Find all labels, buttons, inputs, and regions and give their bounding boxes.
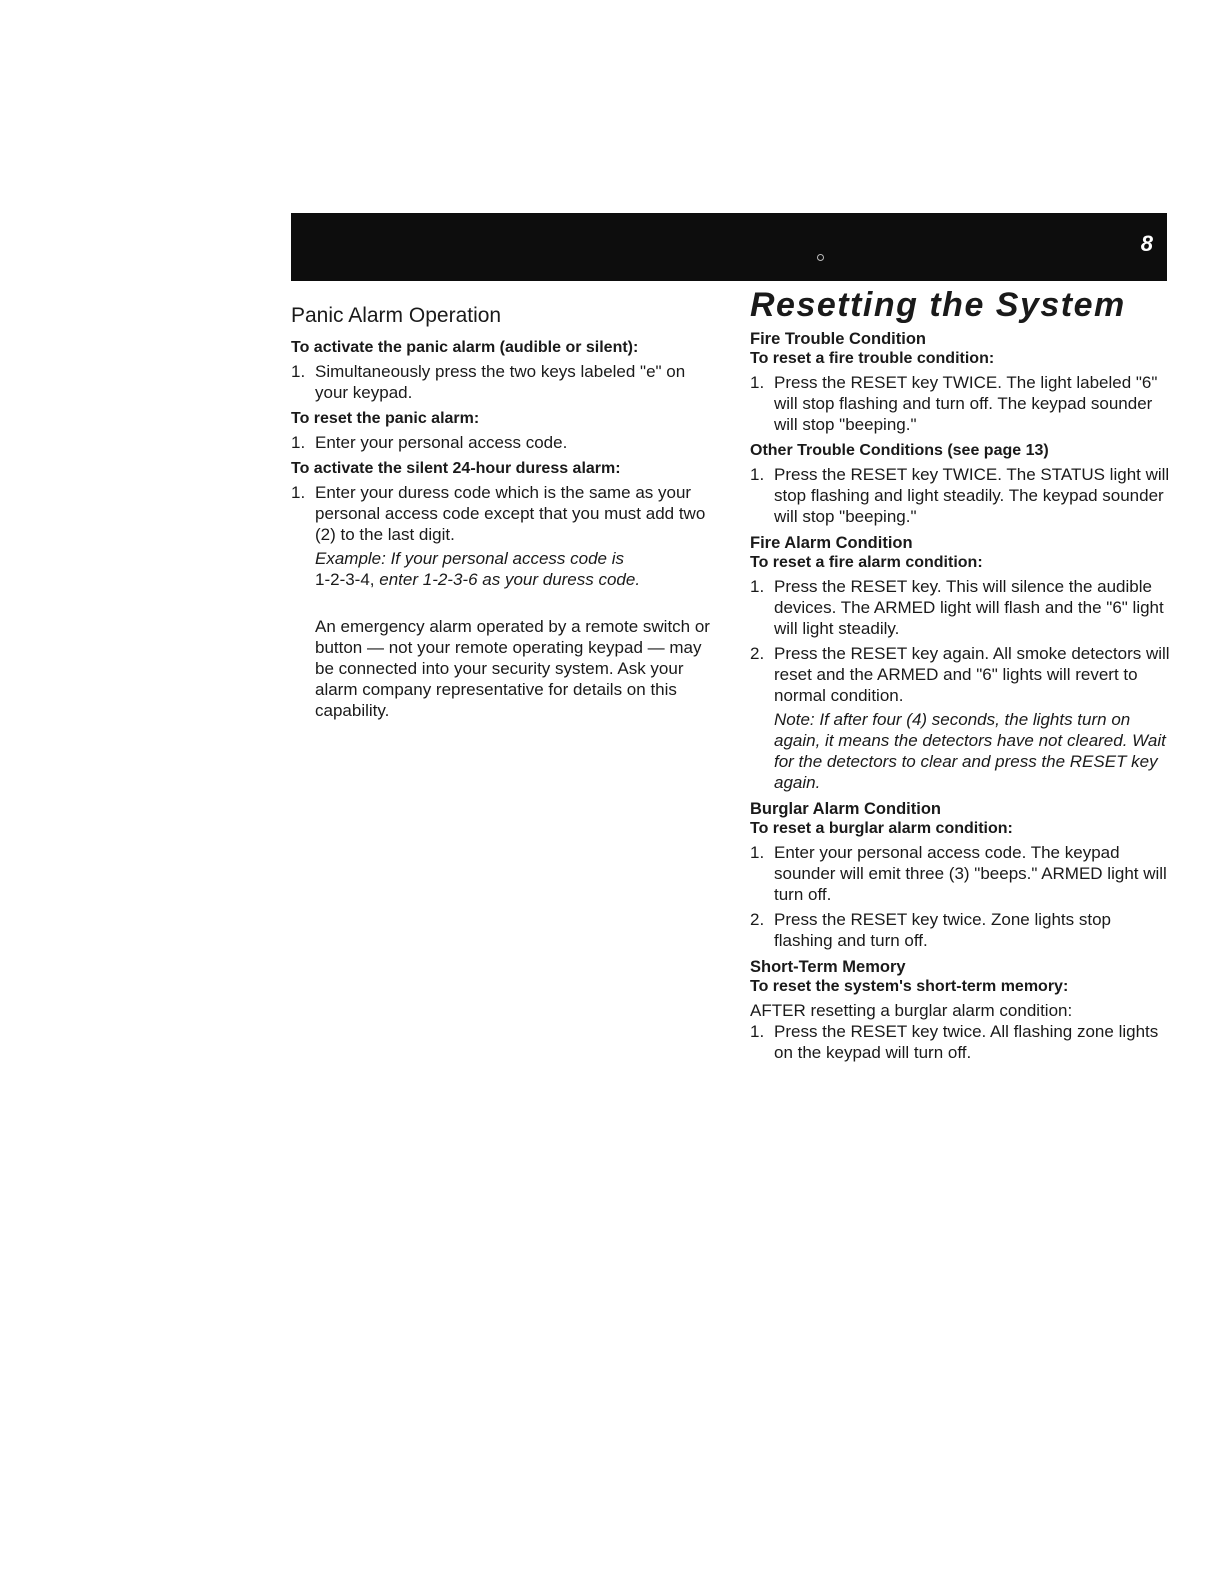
step-text: Simultaneously press the two keys labeled "e" on your keypad. [315, 362, 686, 402]
step-number: 1. [291, 362, 306, 381]
reset-steps [291, 432, 711, 453]
burglar-sub: To reset a burglar alarm condition: [750, 820, 1013, 837]
example-part-c: enter 1-2-3-6 as your duress code. [379, 570, 641, 589]
fire-alarm-sub: To reset a fire alarm condition: [750, 554, 983, 571]
note: Note: If after four (4) seconds, the lights turn on again, it means the detectors have not cleared. Wait for the detectors to clear and press the RESET key again. [774, 710, 1166, 792]
memory-heading: Short-Term Memory [750, 958, 906, 976]
right-column [750, 286, 1170, 1069]
burglar-heading: Burglar Alarm Condition [750, 800, 941, 818]
list-item [750, 372, 1170, 435]
step-text: Press the RESET key twice. Zone lights stop flashing and turn off. [774, 910, 1111, 950]
bullet-dot-icon [817, 254, 824, 261]
step-text: Press the RESET key again. All smoke detectors will reset and the ARMED and "6" lights will revert to normal condition. [774, 644, 1170, 705]
other-trouble-steps [750, 464, 1170, 527]
step-number: 1. [750, 1022, 765, 1041]
memory-steps [750, 1021, 1170, 1063]
activate-heading: To activate the panic alarm (audible or silent): [291, 339, 639, 356]
page-title: Resetting the System [750, 286, 1126, 324]
list-item [750, 576, 1170, 639]
list-item [750, 1021, 1170, 1063]
fire-alarm-steps [750, 576, 1170, 793]
fire-alarm-heading: Fire Alarm Condition [750, 534, 913, 552]
step-number: 2. [750, 644, 765, 663]
reset-heading: To reset the panic alarm: [291, 410, 480, 427]
list-item [291, 482, 711, 590]
activate-steps [291, 361, 711, 403]
list-item [750, 842, 1170, 905]
list-item [750, 464, 1170, 527]
fire-trouble-sub: To reset a fire trouble condition: [750, 350, 995, 367]
example-part-b: 1-2-3-4, [315, 570, 375, 589]
fire-trouble-steps [750, 372, 1170, 435]
step-text: Enter your personal access code. The keypad sounder will emit three (3) "beeps." ARMED light will turn off. [774, 843, 1167, 904]
step-number: 1. [750, 373, 765, 392]
burglar-steps [750, 842, 1170, 951]
step-text: Press the RESET key TWICE. The STATUS light will stop flashing and light steadily. The keypad sounder will stop "beeping." [774, 465, 1170, 526]
left-column [291, 304, 711, 721]
section-title: Panic Alarm Operation [291, 304, 502, 327]
list-item [750, 909, 1170, 951]
step-number: 1. [750, 843, 765, 862]
header-bar [291, 213, 1167, 281]
step-text: Press the RESET key twice. All flashing zone lights on the keypad will turn off. [774, 1022, 1159, 1062]
page-number: 8 [1140, 231, 1153, 256]
example-part-a: Example: If your personal access code is [315, 549, 624, 568]
memory-lead: AFTER resetting a burglar alarm condition: [750, 1001, 1073, 1020]
step-number: 1. [291, 483, 306, 502]
duress-heading: To activate the silent 24-hour duress alarm: [291, 460, 621, 477]
memory-sub: To reset the system's short-term memory: [750, 978, 1069, 995]
step-number: 1. [750, 577, 765, 596]
list-item [291, 361, 711, 403]
step-text: Press the RESET key. This will silence the audible devices. The ARMED light will flash and the "6" light will light steadily. [774, 577, 1164, 638]
emergency-paragraph: An emergency alarm operated by a remote switch or button — not your remote operating keypad — may be connected into your security system. Ask your alarm company representative for details on this capability. [315, 617, 710, 720]
example-note [315, 548, 711, 590]
step-number: 2. [750, 910, 765, 929]
step-text: Enter your duress code which is the same as your personal access code except that you must add two (2) to the last digit. [315, 483, 706, 544]
list-item [291, 432, 711, 453]
other-trouble-heading: Other Trouble Conditions (see page 13) [750, 442, 1049, 459]
list-item [750, 643, 1170, 793]
step-text: Enter your personal access code. [315, 433, 568, 452]
step-number: 1. [750, 465, 765, 484]
step-text: Press the RESET key TWICE. The light labeled "6" will stop flashing and turn off. The keypad sounder will stop "beeping." [774, 373, 1158, 434]
fire-trouble-heading: Fire Trouble Condition [750, 330, 926, 348]
step-number: 1. [291, 433, 306, 452]
duress-steps [291, 482, 711, 590]
